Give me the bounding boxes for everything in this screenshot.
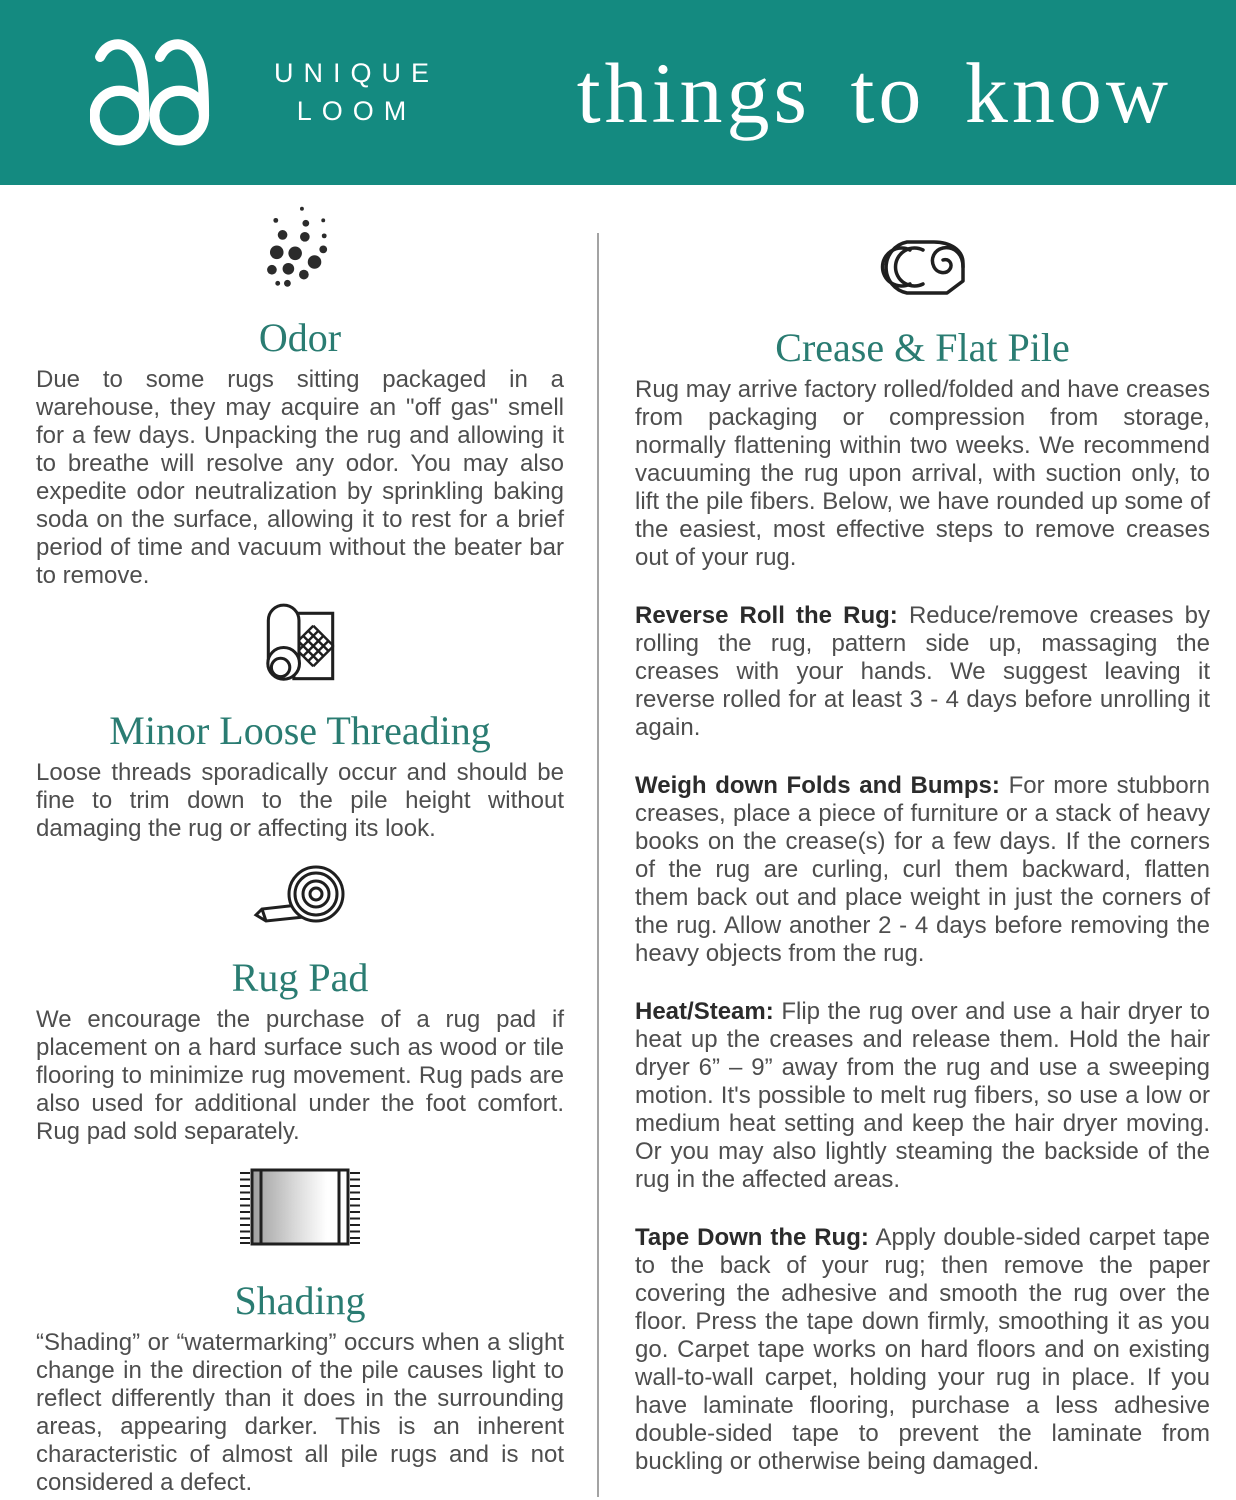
tip-heat-steam-label: Heat/Steam: <box>635 998 774 1025</box>
section-heading-odor: Odor <box>258 315 342 360</box>
tip-tape-down-text: Apply double-sided carpet tape to the back of your rug; then remove the paper covering the adhesive and smooth the rug over the floor. Press the tape down firmly, smoothing it as you go. Carpet tape works on hard floors and on existing wall-to-wall carpet, holding your rug in place. If you have laminate flooring, purchase a less adhesive double-sided tape to prevent the laminate from buckling or otherwise being damaged. <box>635 1224 1211 1475</box>
section-odor <box>36 201 564 590</box>
section-shading <box>36 1168 564 1497</box>
tip-reverse-roll-text: Reduce/remove creases by rolling the rug, pattern side up, massaging the creases with your hands. We suggest leaving it reverse rolled for at least 3 - 4 days before unrolling it again. <box>635 602 1211 741</box>
tip-weigh-down-label: Weigh down Folds and Bumps: <box>635 772 1000 799</box>
section-body-minor-loose-threading: Loose threads sporadically occur and should be fine to trim down to the pile height without damaging the rug or affecting its look. <box>36 759 564 842</box>
section-body-odor: Due to some rugs sitting packaged in a warehouse, they may acquire an "off gas" smell for a few days. Unpacking the rug and allowing it to breathe will resolve any odor. You may also expedite odor neutralization by sprinkling baking soda on the surface, allowing it to rest for a brief period of time and vacuum without the beater bar to remove. <box>36 366 564 589</box>
content-area <box>0 185 1236 1497</box>
unique-loom-logo-icon <box>90 34 248 152</box>
section-crease-flat-pile <box>635 237 1210 572</box>
rolled-rug-side-icon <box>876 237 970 299</box>
section-body-crease-flat-pile: Rug may arrive factory rolled/folded and have creases from packaging or compression from storage, normally flattening within two weeks. We recommend vacuuming the rug upon arrival, with suction only, to lift the pile fibers. Below, we have rounded up some of the easiest, most effective steps to remove creases out of your rug. <box>635 376 1210 571</box>
brand-name <box>274 55 439 131</box>
section-body-shading: “Shading” or “watermarking” occurs when a slight change in the direction of the pile causes light to reflect differently than it does in the surrounding areas, appearing darker. This is an inherent characteristic of almost all pile rugs and is not considered a defect. <box>36 1329 564 1496</box>
tip-tape-down <box>635 1224 1210 1476</box>
section-heading-crease-flat-pile: Crease & Flat Pile <box>775 325 1070 370</box>
tip-reverse-roll <box>635 602 1210 742</box>
brand-lockup <box>90 34 439 152</box>
section-minor-loose-threading <box>36 600 564 843</box>
tip-tape-down-label: Tape Down the Rug: <box>635 1224 869 1251</box>
odor-dots-icon <box>263 201 337 293</box>
tip-heat-steam <box>635 998 1210 1194</box>
shaded-rug-icon <box>237 1168 363 1246</box>
section-heading-shading: Shading <box>234 1278 366 1323</box>
section-heading-rug-pad: Rug Pad <box>231 955 369 1000</box>
tip-weigh-down-text: For more stubborn creases, place a piece of furniture or a stack of heavy books on the crease(s) for a few days. If the corners of the rug are curling, curl them backward, flatten them back out and place weight in just the corners of the rug. Allow another 2 - 4 days before removing the heavy objects from the rug. <box>635 772 1211 967</box>
left-column <box>0 185 597 1497</box>
rug-pad-roll-icon <box>251 863 349 925</box>
rolled-rug-crosshatch-icon <box>263 600 337 694</box>
tip-weigh-down <box>635 772 1210 968</box>
header-banner <box>0 0 1236 185</box>
brand-name-line2: LOOM <box>296 95 417 126</box>
tip-reverse-roll-label: Reverse Roll the Rug: <box>635 602 898 629</box>
section-body-rug-pad: We encourage the purchase of a rug pad if placement on a hard surface such as wood or tile flooring to minimize rug movement. Rug pads are also used for additional under the foot comfort. Rug pad sold separately. <box>36 1006 564 1145</box>
section-heading-minor-loose-threading: Minor Loose Threading <box>109 708 491 753</box>
right-column <box>599 185 1236 1497</box>
page-title: things to know <box>576 44 1172 141</box>
tip-heat-steam-text: Flip the rug over and use a hair dryer to heat up the creases and release them. Hold the hair dryer 6” – 9” away from the rug and use a sweeping motion. It's possible to melt rug fibers, so use a low or medium heat setting and keep the hair dryer moving. Or you may also lightly steaming the backside of the rug in the affected areas. <box>635 998 1210 1193</box>
section-rug-pad <box>36 863 564 1146</box>
brand-name-line1: UNIQUE <box>274 57 440 88</box>
